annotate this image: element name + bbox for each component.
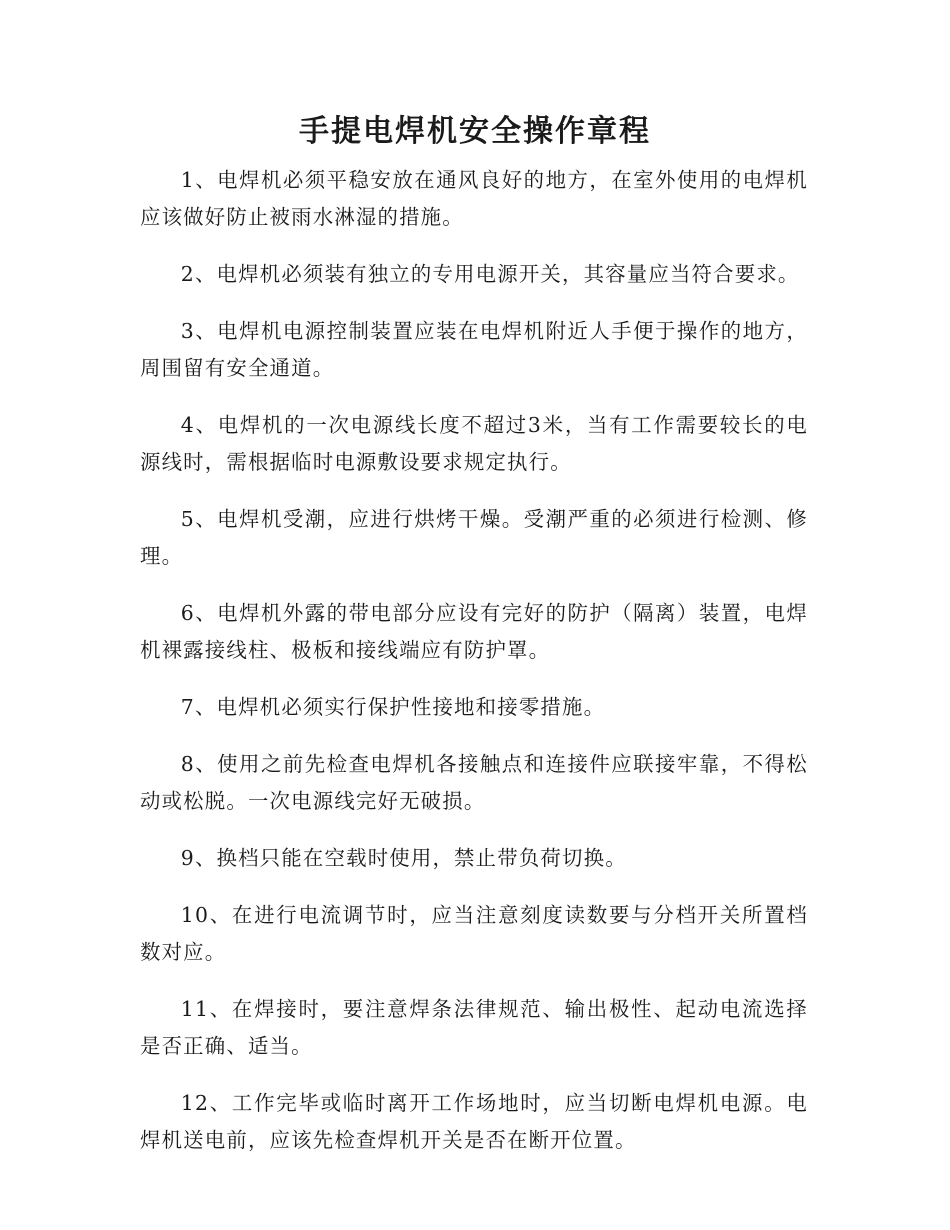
clause-item: 1、电焊机必须平稳安放在通风良好的地方，在室外使用的电焊机应该做好防止被雨水淋湿的措施。 xyxy=(140,168,808,229)
clause-item: 3、电焊机电源控制装置应装在电焊机附近人手便于操作的地方，周围留有安全通道。 xyxy=(140,319,808,380)
clause-item: 8、使用之前先检查电焊机各接触点和连接件应联接牢靠，不得松动或松脱。一次电源线完好无破损。 xyxy=(140,752,808,813)
clause-item: 6、电焊机外露的带电部分应设有完好的防护（隔离）装置，电焊机裸露接线柱、极板和接线端应有防护罩。 xyxy=(140,601,808,662)
clause-item: 11、在焊接时，要注意焊条法律规范、输出极性、起动电流选择是否正确、适当。 xyxy=(140,997,808,1058)
clause-item: 9、换档只能在空载时使用，禁止带负荷切换。 xyxy=(180,846,627,870)
clause-item: 7、电焊机必须实行保护性接地和接零措施。 xyxy=(180,695,606,719)
clause-item: 4、电焊机的一次电源线长度不超过3米，当有工作需要较长的电源线时，需根据临时电源敷设要求规定执行。 xyxy=(140,413,808,474)
clause-item: 12、工作完毕或临时离开工作场地时，应当切断电焊机电源。电焊机送电前，应该先检查焊机开关是否在断开位置。 xyxy=(140,1091,808,1152)
clause-item: 10、在进行电流调节时，应当注意刻度读数要与分档开关所置档数对应。 xyxy=(140,903,808,964)
document-title: 手提电焊机安全操作章程 xyxy=(299,114,651,149)
clause-list xyxy=(140,162,808,1179)
clause-item: 2、电焊机必须装有独立的专用电源开关，其容量应当符合要求。 xyxy=(180,262,800,286)
clause-item: 5、电焊机受潮，应进行烘烤干燥。受潮严重的必须进行检测、修理。 xyxy=(140,507,808,568)
